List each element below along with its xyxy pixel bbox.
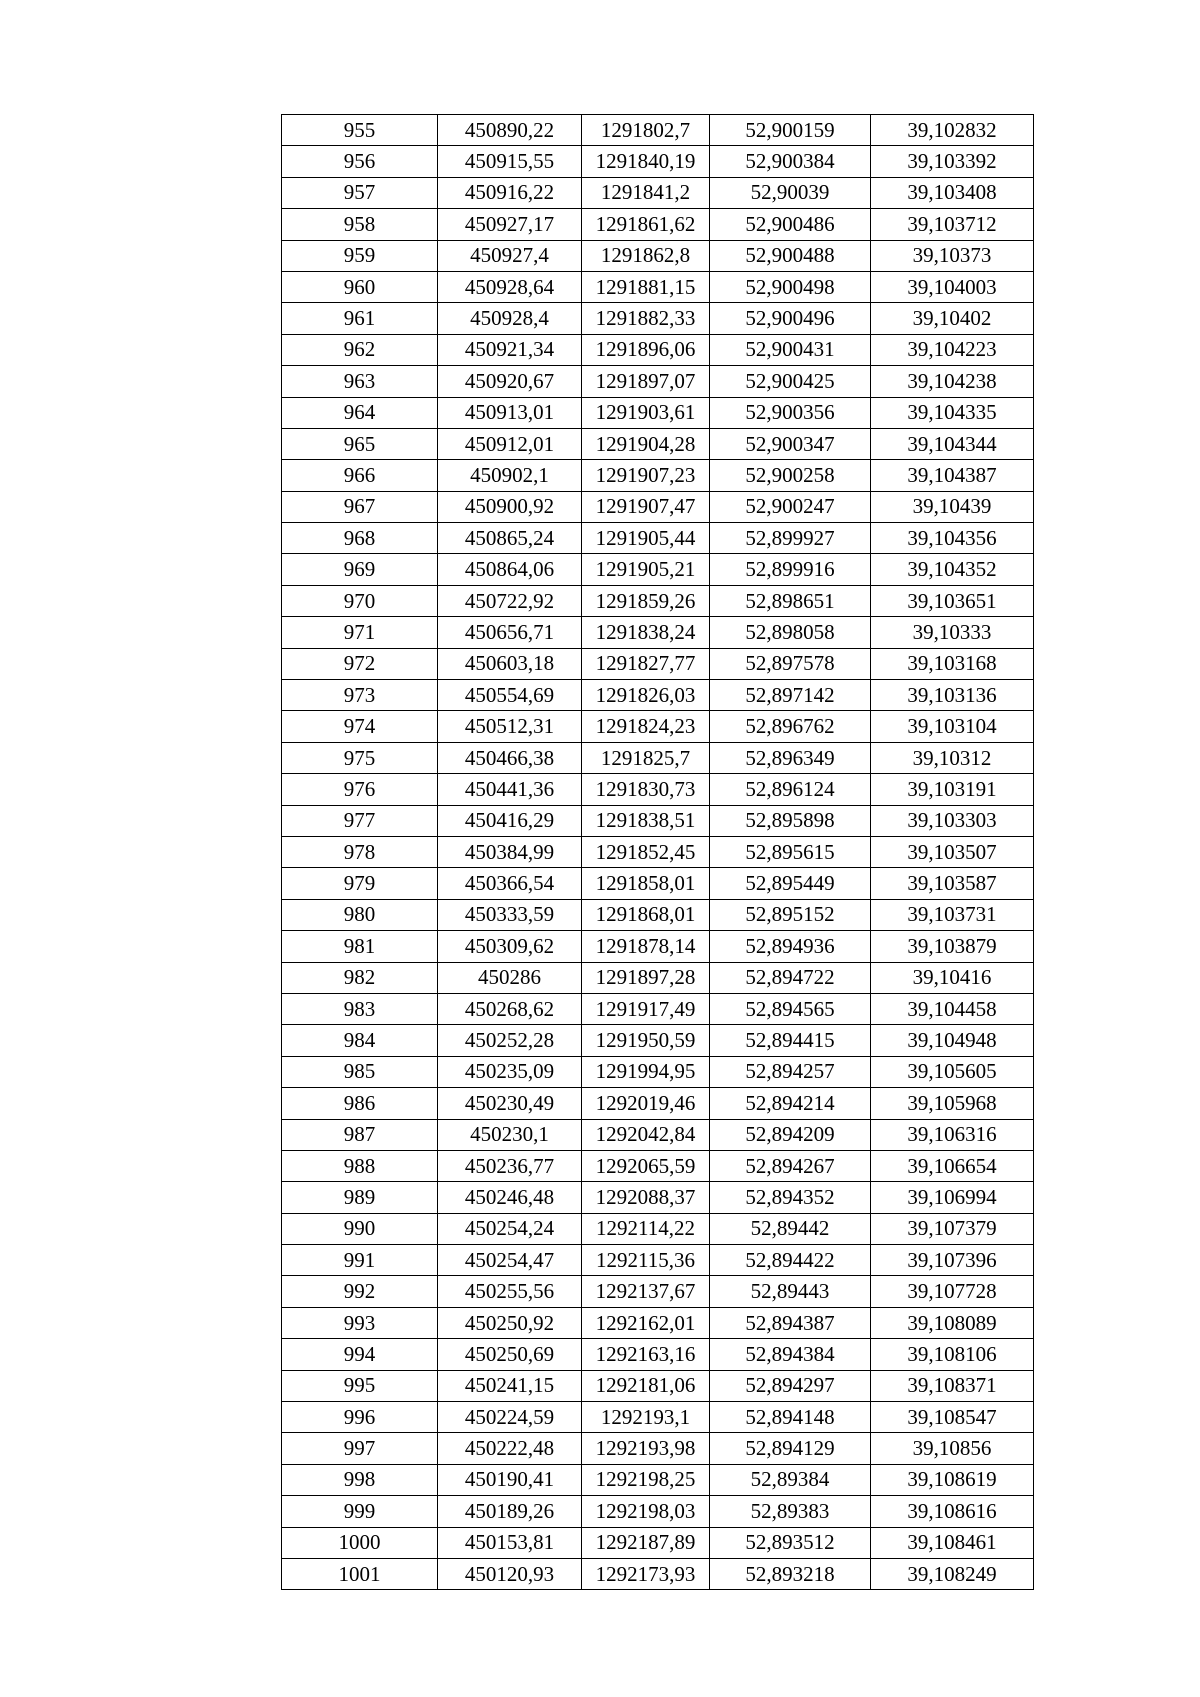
y-coordinate-cell: 1291852,45 <box>582 836 710 867</box>
point-number-cell: 989 <box>282 1182 438 1213</box>
y-coordinate-cell: 1291838,51 <box>582 805 710 836</box>
table-row <box>282 397 1034 428</box>
latitude-cell: 52,893218 <box>710 1558 871 1589</box>
longitude-cell: 39,10856 <box>871 1433 1034 1464</box>
x-coordinate-cell: 450309,62 <box>438 931 582 962</box>
latitude-cell: 52,900247 <box>710 491 871 522</box>
latitude-cell: 52,900258 <box>710 460 871 491</box>
table-row <box>282 115 1034 146</box>
table-row <box>282 523 1034 554</box>
table-row <box>282 1119 1034 1150</box>
latitude-cell: 52,894936 <box>710 931 871 962</box>
point-number-cell: 995 <box>282 1370 438 1401</box>
x-coordinate-cell: 450656,71 <box>438 617 582 648</box>
longitude-cell: 39,108616 <box>871 1496 1034 1527</box>
y-coordinate-cell: 1291994,95 <box>582 1056 710 1087</box>
x-coordinate-cell: 450603,18 <box>438 648 582 679</box>
longitude-cell: 39,10333 <box>871 617 1034 648</box>
y-coordinate-cell: 1291950,59 <box>582 1025 710 1056</box>
table-row <box>282 1056 1034 1087</box>
table-row <box>282 1370 1034 1401</box>
point-number-cell: 977 <box>282 805 438 836</box>
y-coordinate-cell: 1291917,49 <box>582 993 710 1024</box>
y-coordinate-cell: 1291878,14 <box>582 931 710 962</box>
y-coordinate-cell: 1291903,61 <box>582 397 710 428</box>
point-number-cell: 987 <box>282 1119 438 1150</box>
point-number-cell: 974 <box>282 711 438 742</box>
longitude-cell: 39,104356 <box>871 523 1034 554</box>
y-coordinate-cell: 1292187,89 <box>582 1527 710 1558</box>
table-row <box>282 931 1034 962</box>
table-row <box>282 460 1034 491</box>
table-row <box>282 962 1034 993</box>
latitude-cell: 52,89442 <box>710 1213 871 1244</box>
latitude-cell: 52,900496 <box>710 303 871 334</box>
longitude-cell: 39,103191 <box>871 774 1034 805</box>
longitude-cell: 39,10439 <box>871 491 1034 522</box>
table-row <box>282 428 1034 459</box>
y-coordinate-cell: 1291862,8 <box>582 240 710 271</box>
point-number-cell: 996 <box>282 1402 438 1433</box>
latitude-cell: 52,894257 <box>710 1056 871 1087</box>
table-row <box>282 742 1034 773</box>
latitude-cell: 52,900488 <box>710 240 871 271</box>
y-coordinate-cell: 1291802,7 <box>582 115 710 146</box>
x-coordinate-cell: 450222,48 <box>438 1433 582 1464</box>
x-coordinate-cell: 450900,92 <box>438 491 582 522</box>
point-number-cell: 991 <box>282 1245 438 1276</box>
x-coordinate-cell: 450189,26 <box>438 1496 582 1527</box>
x-coordinate-cell: 450554,69 <box>438 680 582 711</box>
x-coordinate-cell: 450235,09 <box>438 1056 582 1087</box>
x-coordinate-cell: 450928,4 <box>438 303 582 334</box>
x-coordinate-cell: 450236,77 <box>438 1150 582 1181</box>
x-coordinate-cell: 450230,49 <box>438 1088 582 1119</box>
longitude-cell: 39,104223 <box>871 334 1034 365</box>
longitude-cell: 39,104344 <box>871 428 1034 459</box>
latitude-cell: 52,894209 <box>710 1119 871 1150</box>
latitude-cell: 52,896762 <box>710 711 871 742</box>
longitude-cell: 39,103587 <box>871 868 1034 899</box>
y-coordinate-cell: 1292181,06 <box>582 1370 710 1401</box>
table-row <box>282 1339 1034 1370</box>
y-coordinate-cell: 1291827,77 <box>582 648 710 679</box>
point-number-cell: 998 <box>282 1464 438 1495</box>
point-number-cell: 960 <box>282 271 438 302</box>
latitude-cell: 52,895152 <box>710 899 871 930</box>
x-coordinate-cell: 450241,15 <box>438 1370 582 1401</box>
y-coordinate-cell: 1291858,01 <box>582 868 710 899</box>
y-coordinate-cell: 1291838,24 <box>582 617 710 648</box>
longitude-cell: 39,103408 <box>871 177 1034 208</box>
longitude-cell: 39,102832 <box>871 115 1034 146</box>
latitude-cell: 52,897142 <box>710 680 871 711</box>
x-coordinate-cell: 450254,24 <box>438 1213 582 1244</box>
x-coordinate-cell: 450366,54 <box>438 868 582 899</box>
table-row <box>282 648 1034 679</box>
latitude-cell: 52,894722 <box>710 962 871 993</box>
table-row <box>282 617 1034 648</box>
point-number-cell: 978 <box>282 836 438 867</box>
y-coordinate-cell: 1291826,03 <box>582 680 710 711</box>
latitude-cell: 52,894214 <box>710 1088 871 1119</box>
table-row <box>282 366 1034 397</box>
table-row <box>282 1182 1034 1213</box>
x-coordinate-cell: 450928,64 <box>438 271 582 302</box>
latitude-cell: 52,899927 <box>710 523 871 554</box>
latitude-cell: 52,89384 <box>710 1464 871 1495</box>
x-coordinate-cell: 450865,24 <box>438 523 582 554</box>
y-coordinate-cell: 1291881,15 <box>582 271 710 302</box>
x-coordinate-cell: 450153,81 <box>438 1527 582 1558</box>
longitude-cell: 39,105968 <box>871 1088 1034 1119</box>
latitude-cell: 52,900347 <box>710 428 871 459</box>
table-row <box>282 554 1034 585</box>
latitude-cell: 52,894267 <box>710 1150 871 1181</box>
table-row <box>282 1150 1034 1181</box>
y-coordinate-cell: 1292019,46 <box>582 1088 710 1119</box>
latitude-cell: 52,893512 <box>710 1527 871 1558</box>
latitude-cell: 52,900425 <box>710 366 871 397</box>
point-number-cell: 955 <box>282 115 438 146</box>
table-row <box>282 303 1034 334</box>
point-number-cell: 966 <box>282 460 438 491</box>
y-coordinate-cell: 1291868,01 <box>582 899 710 930</box>
x-coordinate-cell: 450466,38 <box>438 742 582 773</box>
longitude-cell: 39,104003 <box>871 271 1034 302</box>
coordinates-table <box>281 114 1034 1590</box>
x-coordinate-cell: 450252,28 <box>438 1025 582 1056</box>
longitude-cell: 39,107396 <box>871 1245 1034 1276</box>
point-number-cell: 959 <box>282 240 438 271</box>
latitude-cell: 52,90039 <box>710 177 871 208</box>
table-row <box>282 1527 1034 1558</box>
point-number-cell: 962 <box>282 334 438 365</box>
longitude-cell: 39,103712 <box>871 209 1034 240</box>
point-number-cell: 958 <box>282 209 438 240</box>
y-coordinate-cell: 1291840,19 <box>582 146 710 177</box>
x-coordinate-cell: 450913,01 <box>438 397 582 428</box>
longitude-cell: 39,108106 <box>871 1339 1034 1370</box>
longitude-cell: 39,10402 <box>871 303 1034 334</box>
point-number-cell: 983 <box>282 993 438 1024</box>
table-row <box>282 1558 1034 1589</box>
y-coordinate-cell: 1291830,73 <box>582 774 710 805</box>
longitude-cell: 39,108371 <box>871 1370 1034 1401</box>
table-row <box>282 680 1034 711</box>
latitude-cell: 52,899916 <box>710 554 871 585</box>
longitude-cell: 39,104458 <box>871 993 1034 1024</box>
point-number-cell: 1001 <box>282 1558 438 1589</box>
x-coordinate-cell: 450920,67 <box>438 366 582 397</box>
point-number-cell: 981 <box>282 931 438 962</box>
table-row <box>282 1433 1034 1464</box>
x-coordinate-cell: 450255,56 <box>438 1276 582 1307</box>
x-coordinate-cell: 450120,93 <box>438 1558 582 1589</box>
y-coordinate-cell: 1292173,93 <box>582 1558 710 1589</box>
y-coordinate-cell: 1292114,22 <box>582 1213 710 1244</box>
point-number-cell: 990 <box>282 1213 438 1244</box>
y-coordinate-cell: 1291824,23 <box>582 711 710 742</box>
point-number-cell: 985 <box>282 1056 438 1087</box>
y-coordinate-cell: 1292088,37 <box>582 1182 710 1213</box>
table-row <box>282 146 1034 177</box>
table-row <box>282 1088 1034 1119</box>
y-coordinate-cell: 1292065,59 <box>582 1150 710 1181</box>
x-coordinate-cell: 450250,69 <box>438 1339 582 1370</box>
y-coordinate-cell: 1292162,01 <box>582 1307 710 1338</box>
point-number-cell: 997 <box>282 1433 438 1464</box>
longitude-cell: 39,103651 <box>871 585 1034 616</box>
y-coordinate-cell: 1291897,07 <box>582 366 710 397</box>
table-row <box>282 868 1034 899</box>
table-row <box>282 805 1034 836</box>
point-number-cell: 993 <box>282 1307 438 1338</box>
y-coordinate-cell: 1291897,28 <box>582 962 710 993</box>
longitude-cell: 39,103392 <box>871 146 1034 177</box>
latitude-cell: 52,898651 <box>710 585 871 616</box>
table-row <box>282 836 1034 867</box>
point-number-cell: 973 <box>282 680 438 711</box>
longitude-cell: 39,106654 <box>871 1150 1034 1181</box>
point-number-cell: 969 <box>282 554 438 585</box>
table-row <box>282 271 1034 302</box>
y-coordinate-cell: 1291861,62 <box>582 209 710 240</box>
table-row <box>282 1213 1034 1244</box>
x-coordinate-cell: 450927,17 <box>438 209 582 240</box>
table-row <box>282 240 1034 271</box>
x-coordinate-cell: 450384,99 <box>438 836 582 867</box>
table-row <box>282 1025 1034 1056</box>
latitude-cell: 52,894352 <box>710 1182 871 1213</box>
longitude-cell: 39,103879 <box>871 931 1034 962</box>
latitude-cell: 52,894565 <box>710 993 871 1024</box>
longitude-cell: 39,103104 <box>871 711 1034 742</box>
point-number-cell: 956 <box>282 146 438 177</box>
latitude-cell: 52,900486 <box>710 209 871 240</box>
x-coordinate-cell: 450912,01 <box>438 428 582 459</box>
latitude-cell: 52,894297 <box>710 1370 871 1401</box>
x-coordinate-cell: 450512,31 <box>438 711 582 742</box>
x-coordinate-cell: 450902,1 <box>438 460 582 491</box>
y-coordinate-cell: 1292042,84 <box>582 1119 710 1150</box>
point-number-cell: 972 <box>282 648 438 679</box>
longitude-cell: 39,108461 <box>871 1527 1034 1558</box>
longitude-cell: 39,107728 <box>871 1276 1034 1307</box>
table-row <box>282 774 1034 805</box>
x-coordinate-cell: 450416,29 <box>438 805 582 836</box>
x-coordinate-cell: 450927,4 <box>438 240 582 271</box>
latitude-cell: 52,895615 <box>710 836 871 867</box>
point-number-cell: 999 <box>282 1496 438 1527</box>
point-number-cell: 968 <box>282 523 438 554</box>
point-number-cell: 986 <box>282 1088 438 1119</box>
table-row <box>282 585 1034 616</box>
y-coordinate-cell: 1291904,28 <box>582 428 710 459</box>
table-row <box>282 1464 1034 1495</box>
longitude-cell: 39,104352 <box>871 554 1034 585</box>
longitude-cell: 39,106316 <box>871 1119 1034 1150</box>
longitude-cell: 39,107379 <box>871 1213 1034 1244</box>
point-number-cell: 976 <box>282 774 438 805</box>
point-number-cell: 979 <box>282 868 438 899</box>
latitude-cell: 52,898058 <box>710 617 871 648</box>
longitude-cell: 39,108547 <box>871 1402 1034 1433</box>
y-coordinate-cell: 1292198,25 <box>582 1464 710 1495</box>
latitude-cell: 52,894384 <box>710 1339 871 1370</box>
latitude-cell: 52,900159 <box>710 115 871 146</box>
latitude-cell: 52,900356 <box>710 397 871 428</box>
y-coordinate-cell: 1292115,36 <box>582 1245 710 1276</box>
latitude-cell: 52,900431 <box>710 334 871 365</box>
longitude-cell: 39,104238 <box>871 366 1034 397</box>
longitude-cell: 39,108089 <box>871 1307 1034 1338</box>
latitude-cell: 52,900498 <box>710 271 871 302</box>
coordinates-table-body <box>282 115 1034 1590</box>
table-row <box>282 491 1034 522</box>
longitude-cell: 39,104335 <box>871 397 1034 428</box>
point-number-cell: 970 <box>282 585 438 616</box>
y-coordinate-cell: 1291907,47 <box>582 491 710 522</box>
longitude-cell: 39,103136 <box>871 680 1034 711</box>
longitude-cell: 39,10416 <box>871 962 1034 993</box>
y-coordinate-cell: 1291825,7 <box>582 742 710 773</box>
point-number-cell: 965 <box>282 428 438 459</box>
x-coordinate-cell: 450890,22 <box>438 115 582 146</box>
y-coordinate-cell: 1291896,06 <box>582 334 710 365</box>
x-coordinate-cell: 450864,06 <box>438 554 582 585</box>
latitude-cell: 52,900384 <box>710 146 871 177</box>
point-number-cell: 1000 <box>282 1527 438 1558</box>
table-row <box>282 993 1034 1024</box>
point-number-cell: 980 <box>282 899 438 930</box>
point-number-cell: 988 <box>282 1150 438 1181</box>
x-coordinate-cell: 450254,47 <box>438 1245 582 1276</box>
table-row <box>282 1276 1034 1307</box>
x-coordinate-cell: 450224,59 <box>438 1402 582 1433</box>
y-coordinate-cell: 1292193,98 <box>582 1433 710 1464</box>
point-number-cell: 992 <box>282 1276 438 1307</box>
x-coordinate-cell: 450441,36 <box>438 774 582 805</box>
x-coordinate-cell: 450230,1 <box>438 1119 582 1150</box>
x-coordinate-cell: 450190,41 <box>438 1464 582 1495</box>
point-number-cell: 982 <box>282 962 438 993</box>
latitude-cell: 52,894387 <box>710 1307 871 1338</box>
x-coordinate-cell: 450333,59 <box>438 899 582 930</box>
y-coordinate-cell: 1291841,2 <box>582 177 710 208</box>
latitude-cell: 52,894415 <box>710 1025 871 1056</box>
longitude-cell: 39,105605 <box>871 1056 1034 1087</box>
longitude-cell: 39,103168 <box>871 648 1034 679</box>
y-coordinate-cell: 1291859,26 <box>582 585 710 616</box>
point-number-cell: 964 <box>282 397 438 428</box>
x-coordinate-cell: 450246,48 <box>438 1182 582 1213</box>
latitude-cell: 52,89383 <box>710 1496 871 1527</box>
table-row <box>282 177 1034 208</box>
longitude-cell: 39,103731 <box>871 899 1034 930</box>
point-number-cell: 967 <box>282 491 438 522</box>
point-number-cell: 957 <box>282 177 438 208</box>
x-coordinate-cell: 450915,55 <box>438 146 582 177</box>
x-coordinate-cell: 450250,92 <box>438 1307 582 1338</box>
latitude-cell: 52,895449 <box>710 868 871 899</box>
point-number-cell: 961 <box>282 303 438 334</box>
longitude-cell: 39,108249 <box>871 1558 1034 1589</box>
longitude-cell: 39,106994 <box>871 1182 1034 1213</box>
table-row <box>282 1402 1034 1433</box>
y-coordinate-cell: 1292163,16 <box>582 1339 710 1370</box>
y-coordinate-cell: 1291882,33 <box>582 303 710 334</box>
y-coordinate-cell: 1291905,44 <box>582 523 710 554</box>
point-number-cell: 994 <box>282 1339 438 1370</box>
table-row <box>282 209 1034 240</box>
longitude-cell: 39,103303 <box>871 805 1034 836</box>
y-coordinate-cell: 1292137,67 <box>582 1276 710 1307</box>
y-coordinate-cell: 1291907,23 <box>582 460 710 491</box>
latitude-cell: 52,896349 <box>710 742 871 773</box>
y-coordinate-cell: 1291905,21 <box>582 554 710 585</box>
longitude-cell: 39,103507 <box>871 836 1034 867</box>
x-coordinate-cell: 450722,92 <box>438 585 582 616</box>
table-row <box>282 711 1034 742</box>
longitude-cell: 39,108619 <box>871 1464 1034 1495</box>
table-row <box>282 899 1034 930</box>
y-coordinate-cell: 1292198,03 <box>582 1496 710 1527</box>
table-row <box>282 1245 1034 1276</box>
longitude-cell: 39,104387 <box>871 460 1034 491</box>
table-row <box>282 334 1034 365</box>
latitude-cell: 52,894148 <box>710 1402 871 1433</box>
x-coordinate-cell: 450921,34 <box>438 334 582 365</box>
latitude-cell: 52,896124 <box>710 774 871 805</box>
longitude-cell: 39,10373 <box>871 240 1034 271</box>
latitude-cell: 52,897578 <box>710 648 871 679</box>
point-number-cell: 971 <box>282 617 438 648</box>
latitude-cell: 52,894422 <box>710 1245 871 1276</box>
x-coordinate-cell: 450916,22 <box>438 177 582 208</box>
latitude-cell: 52,895898 <box>710 805 871 836</box>
longitude-cell: 39,104948 <box>871 1025 1034 1056</box>
y-coordinate-cell: 1292193,1 <box>582 1402 710 1433</box>
latitude-cell: 52,89443 <box>710 1276 871 1307</box>
table-row <box>282 1307 1034 1338</box>
table-row <box>282 1496 1034 1527</box>
latitude-cell: 52,894129 <box>710 1433 871 1464</box>
x-coordinate-cell: 450286 <box>438 962 582 993</box>
point-number-cell: 984 <box>282 1025 438 1056</box>
point-number-cell: 963 <box>282 366 438 397</box>
point-number-cell: 975 <box>282 742 438 773</box>
x-coordinate-cell: 450268,62 <box>438 993 582 1024</box>
longitude-cell: 39,10312 <box>871 742 1034 773</box>
